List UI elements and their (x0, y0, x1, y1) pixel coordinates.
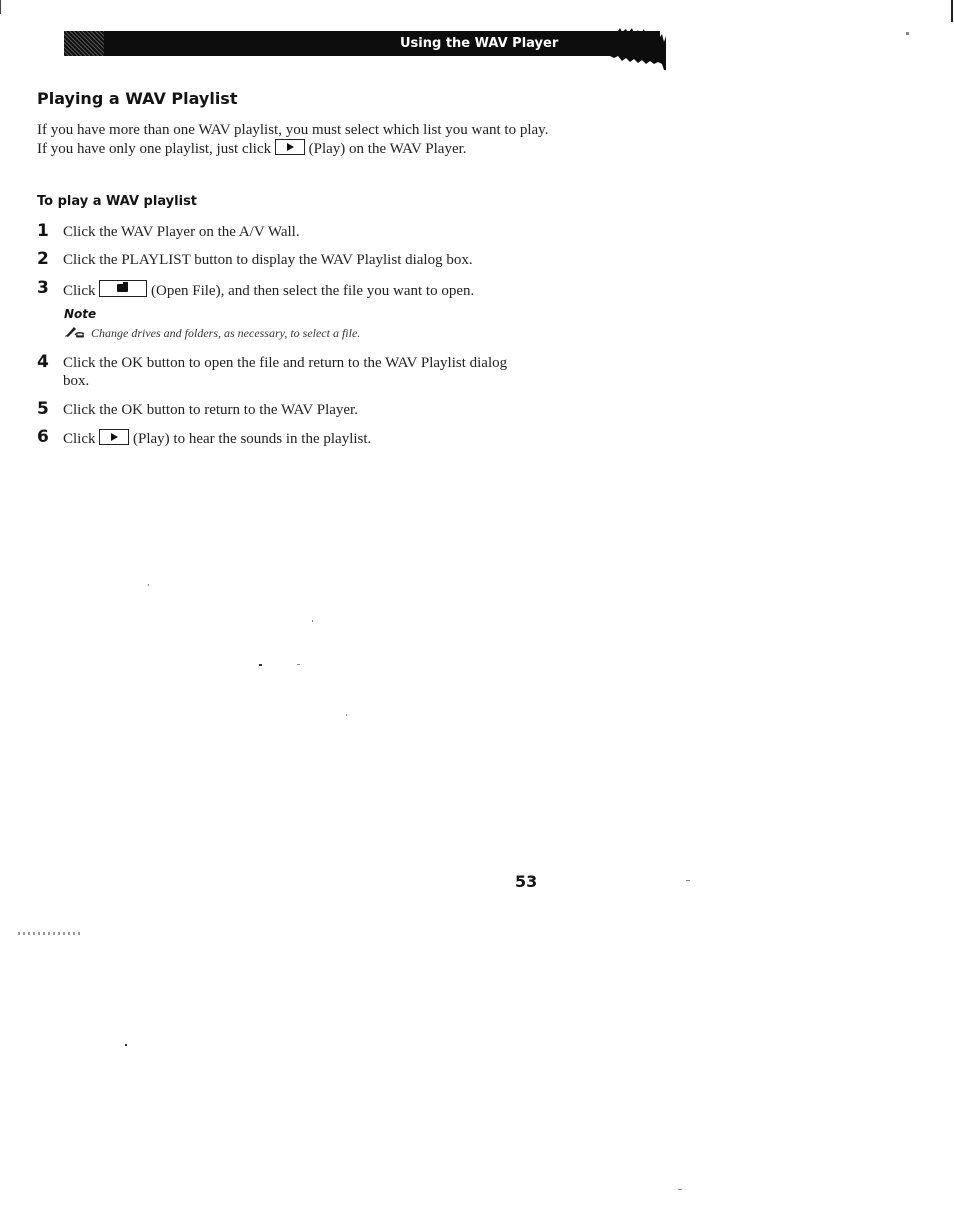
play-icon (287, 143, 294, 151)
scan-speck (148, 584, 149, 586)
header-grain-texture (64, 31, 104, 56)
scan-speck (678, 1189, 682, 1190)
step-text: Click the OK button to open the file and return to the WAV Playlist dialog box. (63, 355, 508, 389)
header-ragged-edge (610, 28, 666, 70)
scan-speck (312, 620, 313, 622)
step-number: 2 (37, 249, 49, 269)
play-button-glyph (99, 429, 129, 445)
step-number: 5 (37, 399, 49, 419)
intro-paragraph (37, 121, 557, 158)
scan-edge-mark-left (0, 0, 1, 14)
step-number: 3 (37, 278, 49, 298)
scan-speck (125, 1044, 127, 1046)
scan-speck (297, 664, 300, 665)
open-file-button-glyph (99, 280, 147, 297)
scan-speck (686, 880, 690, 881)
scan-speck (346, 714, 347, 716)
step-text: Click the WAV Player on the A/V Wall. (63, 224, 300, 240)
step-text-after: (Play) to hear the sounds in the playlist. (133, 431, 372, 447)
pencil-note-icon (64, 324, 86, 338)
step-text (63, 280, 563, 300)
step-text-before: Click (63, 283, 96, 299)
step-text (63, 429, 563, 448)
play-button-glyph (275, 139, 305, 155)
scan-edge-mark-right (951, 0, 953, 22)
scan-dotted-mark (18, 932, 82, 935)
step-number: 6 (37, 427, 49, 447)
step-number: 4 (37, 352, 49, 372)
procedure-title: To play a WAV playlist (37, 194, 198, 209)
header-title: Using the WAV Player (400, 36, 559, 51)
note-text: Change drives and folders, as necessary, to select a file. (91, 326, 361, 340)
step-text-before: Click (63, 431, 96, 447)
step-number: 1 (37, 221, 49, 241)
scan-speck (259, 664, 262, 666)
step-text: Click the OK button to return to the WAV Player. (63, 402, 358, 418)
header-bar (64, 31, 660, 56)
page-number: 53 (515, 872, 538, 891)
intro-text-after: (Play) on the WAV Player. (308, 141, 467, 157)
note-label: Note (64, 307, 97, 321)
step-text: Click the PLAYLIST button to display the WAV Playlist dialog box. (63, 252, 473, 268)
open-folder-icon (117, 284, 128, 292)
intro-text-before: If you have more than one WAV playlist, you must select which list you want to play. If you have only one playlist, just click (37, 122, 549, 157)
scan-speck (906, 32, 909, 35)
play-icon (111, 433, 118, 441)
step-text-after: (Open File), and then select the file you want to open. (151, 283, 475, 299)
section-title: Playing a WAV Playlist (37, 89, 238, 108)
